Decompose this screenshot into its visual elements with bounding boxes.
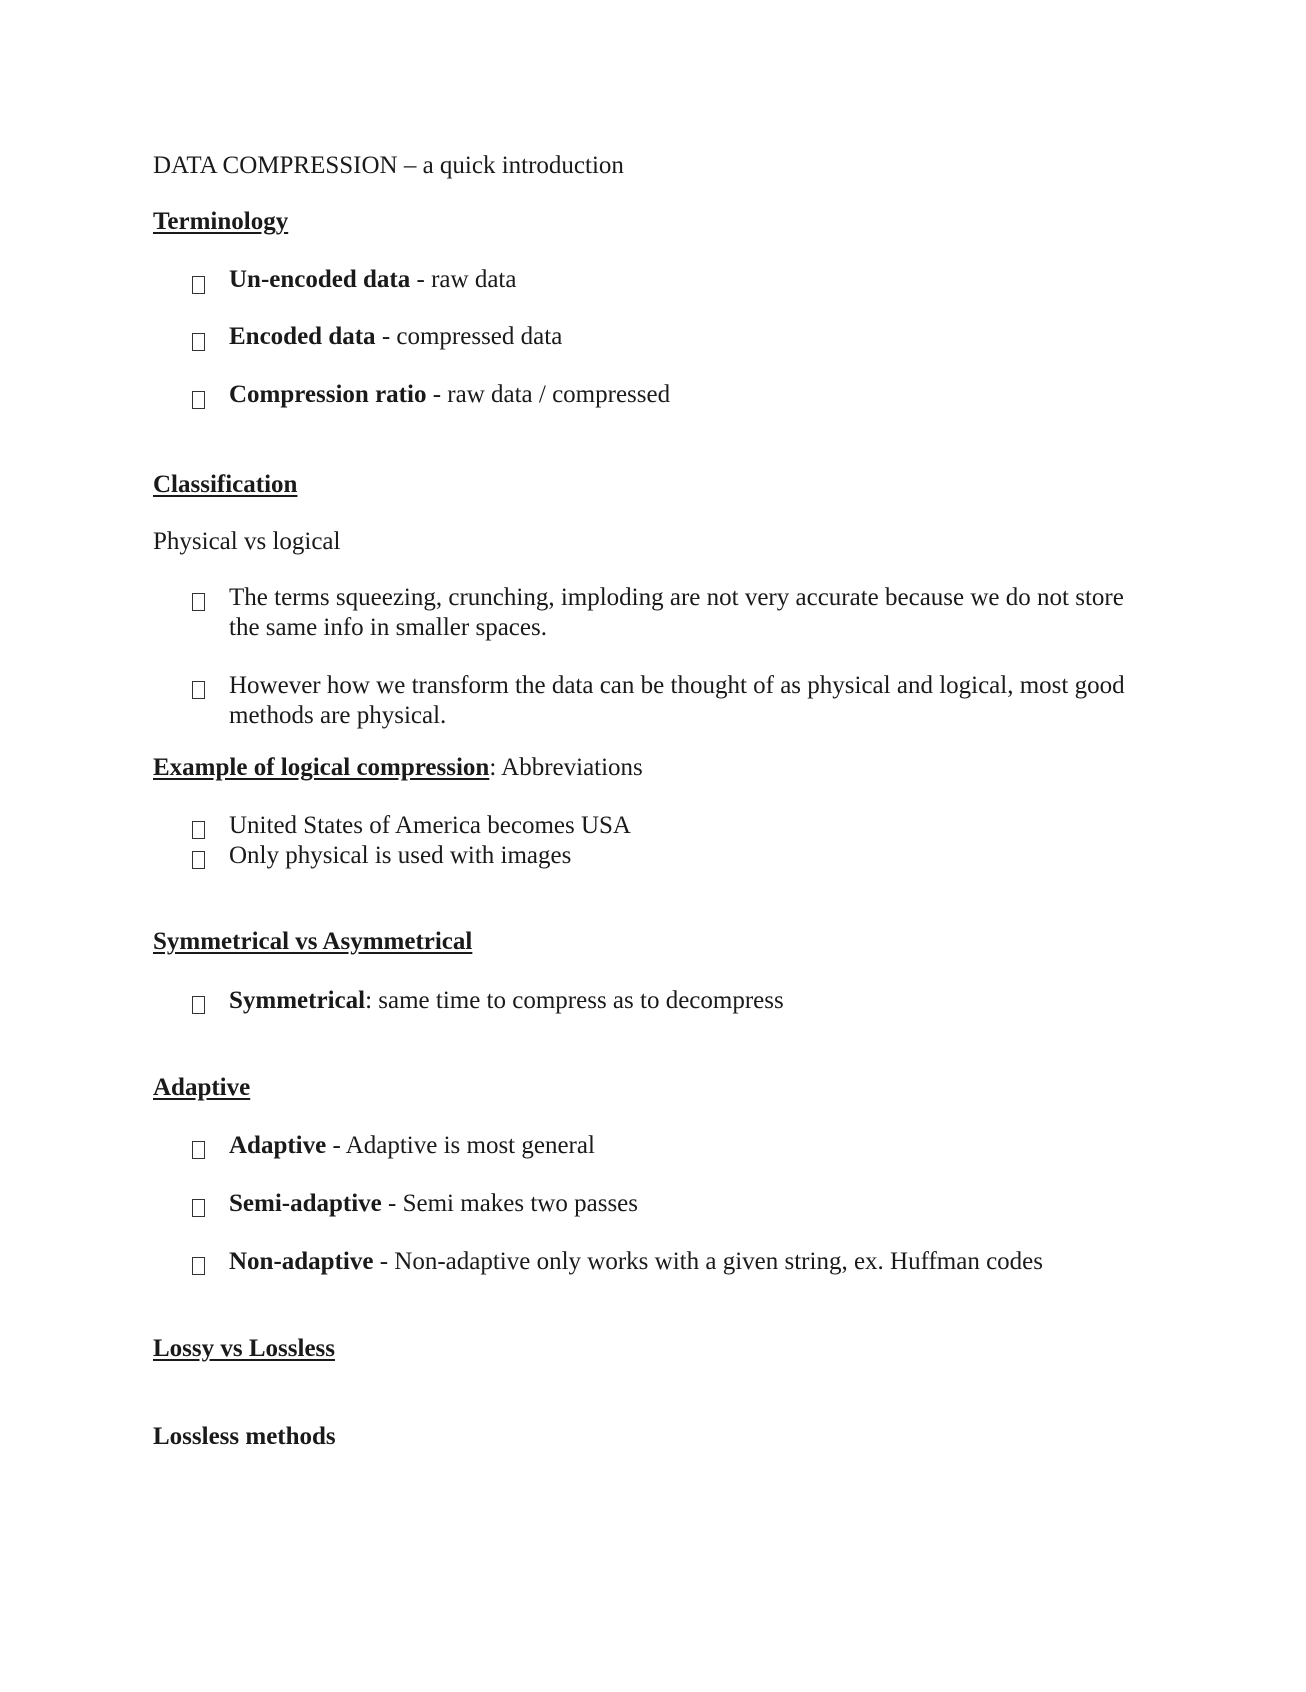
adaptive-heading: Adaptive bbox=[153, 1074, 251, 1101]
term-label: Encoded data bbox=[229, 323, 376, 350]
term-definition: - raw data bbox=[410, 266, 517, 293]
term-definition: - Adaptive is most general bbox=[326, 1132, 595, 1159]
terminology-item-3 bbox=[229, 380, 670, 410]
term-definition: - Non-adaptive only works with a given string, ex. Huffman codes bbox=[373, 1248, 1043, 1275]
adaptive-item-2 bbox=[229, 1189, 638, 1219]
term-label: Non-adaptive bbox=[229, 1248, 374, 1275]
terminology-heading: Terminology bbox=[153, 208, 289, 235]
lossless-methods-heading: Lossless methods bbox=[153, 1423, 336, 1450]
term-definition: : same time to compress as to decompress bbox=[365, 987, 784, 1014]
bullet-box-icon bbox=[192, 851, 205, 869]
term-definition: - compressed data bbox=[375, 323, 563, 350]
term-label: Semi-adaptive bbox=[229, 1190, 382, 1217]
term-label: Compression ratio bbox=[229, 381, 427, 408]
logical-example-suffix: : Abbreviations bbox=[489, 754, 643, 781]
logical-example-item-2: Only physical is used with images bbox=[229, 842, 572, 869]
lossy-heading: Lossy vs Lossless bbox=[153, 1335, 335, 1362]
term-label: Adaptive bbox=[229, 1132, 327, 1159]
logical-example-item-1: United States of America becomes USA bbox=[229, 812, 631, 839]
classification-subheading: Physical vs logical bbox=[153, 528, 341, 555]
term-definition: - Semi makes two passes bbox=[381, 1190, 638, 1217]
bullet-box-icon bbox=[192, 333, 205, 351]
bullet-box-icon bbox=[192, 593, 205, 611]
bullet-box-icon bbox=[192, 276, 205, 294]
document-title: DATA COMPRESSION – a quick introduction bbox=[153, 152, 624, 179]
symmetry-item-1 bbox=[229, 986, 784, 1016]
bullet-box-icon bbox=[192, 1141, 205, 1159]
bullet-box-icon bbox=[192, 1257, 205, 1275]
adaptive-item-3 bbox=[229, 1247, 1043, 1277]
terminology-item-1 bbox=[229, 265, 516, 295]
bullet-box-icon bbox=[192, 1199, 205, 1217]
symmetry-heading: Symmetrical vs Asymmetrical bbox=[153, 928, 473, 955]
term-label: Un-encoded data bbox=[229, 266, 411, 293]
bullet-box-icon bbox=[192, 821, 205, 839]
adaptive-item-1 bbox=[229, 1131, 595, 1161]
term-definition: - raw data / compressed bbox=[426, 381, 671, 408]
logical-example-line bbox=[153, 753, 643, 783]
term-label: Symmetrical bbox=[229, 987, 366, 1014]
classification-item-1: The terms squeezing, crunching, imploding are not very accurate because we do not store the same info in smaller spaces. bbox=[229, 584, 1124, 641]
terminology-item-2 bbox=[229, 322, 562, 352]
bullet-box-icon bbox=[192, 681, 205, 699]
bullet-box-icon bbox=[192, 391, 205, 409]
classification-item-2: However how we transform the data can be thought of as physical and logical, most good methods are physical. bbox=[229, 672, 1125, 729]
bullet-box-icon bbox=[192, 996, 205, 1014]
classification-heading: Classification bbox=[153, 471, 298, 498]
logical-example-heading: Example of logical compression bbox=[153, 754, 490, 781]
